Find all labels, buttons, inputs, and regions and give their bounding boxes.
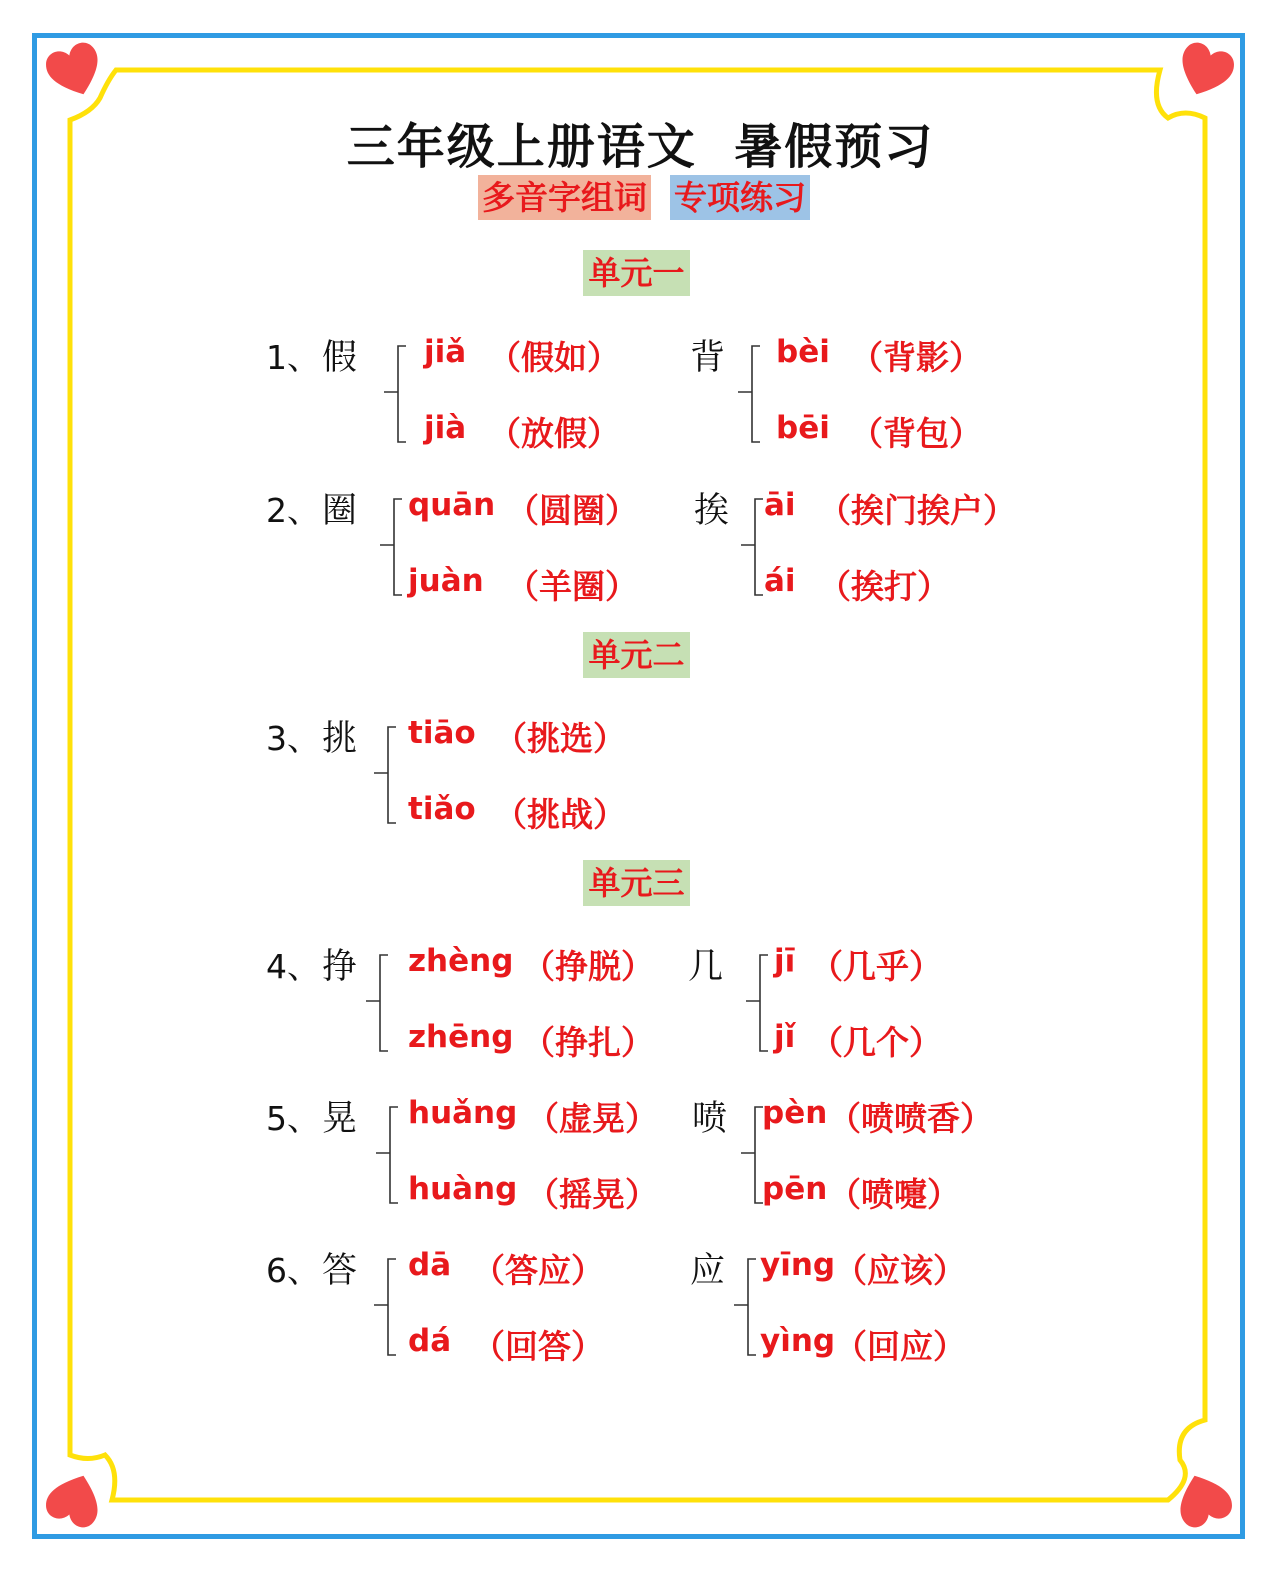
brace-icon [726, 1257, 764, 1357]
pinyin-reading: pēn [762, 1171, 828, 1207]
brace-icon [376, 344, 414, 444]
pinyin-reading: pèn [762, 1095, 828, 1131]
example-word: （几乎） [810, 947, 942, 986]
pinyin-reading: tiāo [408, 715, 476, 751]
example-word: （摇晃） [526, 1175, 658, 1214]
entry-number: 1、 [266, 338, 320, 377]
unit-label-3: 单元三 [583, 860, 690, 906]
example-word: （虚晃） [526, 1099, 658, 1138]
brace-icon [366, 725, 404, 825]
example-word: （回答） [472, 1327, 604, 1366]
pinyin-reading: ái [764, 563, 796, 599]
example-word: （羊圈） [506, 567, 638, 606]
polyphonic-character: 假 [322, 338, 358, 378]
heart-icon [1172, 1468, 1234, 1530]
pinyin-reading: bēi [776, 410, 830, 446]
example-word: （背包） [850, 414, 982, 453]
polyphonic-character: 答 [322, 1251, 358, 1291]
heart-icon [1174, 40, 1236, 102]
polyphonic-character: 喷 [692, 1099, 728, 1139]
entry-number: 6、 [266, 1251, 320, 1290]
polyphonic-character: 挨 [694, 491, 730, 531]
polyphonic-character: 挣 [322, 947, 358, 987]
example-word: （放假） [488, 414, 620, 453]
entry-number: 3、 [266, 719, 320, 758]
pinyin-reading: juàn [408, 563, 484, 599]
polyphonic-character: 背 [690, 338, 726, 378]
pinyin-reading: jià [424, 410, 467, 446]
pinyin-reading: zhēng [408, 1019, 514, 1055]
brace-icon [368, 1105, 406, 1205]
pinyin-reading: yìng [760, 1323, 836, 1359]
example-word: （挑选） [494, 719, 626, 758]
example-word: （喷嚏） [828, 1175, 960, 1214]
polyphonic-character: 晃 [322, 1099, 358, 1139]
pinyin-reading: āi [764, 487, 796, 523]
example-word: （答应） [472, 1251, 604, 1290]
heart-icon [44, 1468, 106, 1530]
example-word: （挣扎） [522, 1023, 654, 1062]
pinyin-reading: tiǎo [408, 791, 476, 827]
heart-icon [44, 40, 106, 102]
brace-icon [372, 497, 410, 597]
pinyin-reading: dá [408, 1323, 452, 1359]
example-word: （挣脱） [522, 947, 654, 986]
pinyin-reading: jī [774, 943, 796, 979]
pinyin-reading: jiǎ [424, 334, 467, 370]
entry-number: 2、 [266, 491, 320, 530]
pinyin-reading: jǐ [774, 1019, 796, 1055]
example-word: （圆圈） [506, 491, 638, 530]
entry-number: 5、 [266, 1099, 320, 1138]
entry-number: 4、 [266, 947, 320, 986]
example-word: （回应） [834, 1327, 966, 1366]
example-word: （挨门挨户） [818, 491, 1016, 530]
pinyin-reading: dā [408, 1247, 452, 1283]
example-word: （几个） [810, 1023, 942, 1062]
example-word: （挨打） [818, 567, 950, 606]
brace-icon [730, 344, 768, 444]
pinyin-reading: zhèng [408, 943, 514, 979]
page-title: 三年级上册语文 暑假预习 [346, 119, 935, 175]
brace-icon [358, 953, 396, 1053]
pinyin-reading: quān [408, 487, 496, 523]
example-word: （喷喷香） [828, 1099, 993, 1138]
unit-label-2: 单元二 [583, 632, 690, 678]
example-word: （背影） [850, 338, 982, 377]
pinyin-reading: huǎng [408, 1095, 518, 1131]
polyphonic-character: 挑 [322, 719, 358, 759]
polyphonic-character: 应 [690, 1251, 726, 1291]
polyphonic-character: 圈 [322, 491, 358, 531]
example-word: （假如） [488, 338, 620, 377]
tag-special-practice: 专项练习 [670, 175, 810, 220]
pinyin-reading: yīng [760, 1247, 836, 1283]
brace-icon [738, 953, 776, 1053]
example-word: （挑战） [494, 795, 626, 834]
brace-icon [366, 1257, 404, 1357]
pinyin-reading: huàng [408, 1171, 518, 1207]
polyphonic-character: 几 [688, 947, 724, 987]
pinyin-reading: bèi [776, 334, 830, 370]
tag-multi-sound-words: 多音字组词 [478, 175, 651, 220]
example-word: （应该） [834, 1251, 966, 1290]
unit-label-1: 单元一 [583, 250, 690, 296]
